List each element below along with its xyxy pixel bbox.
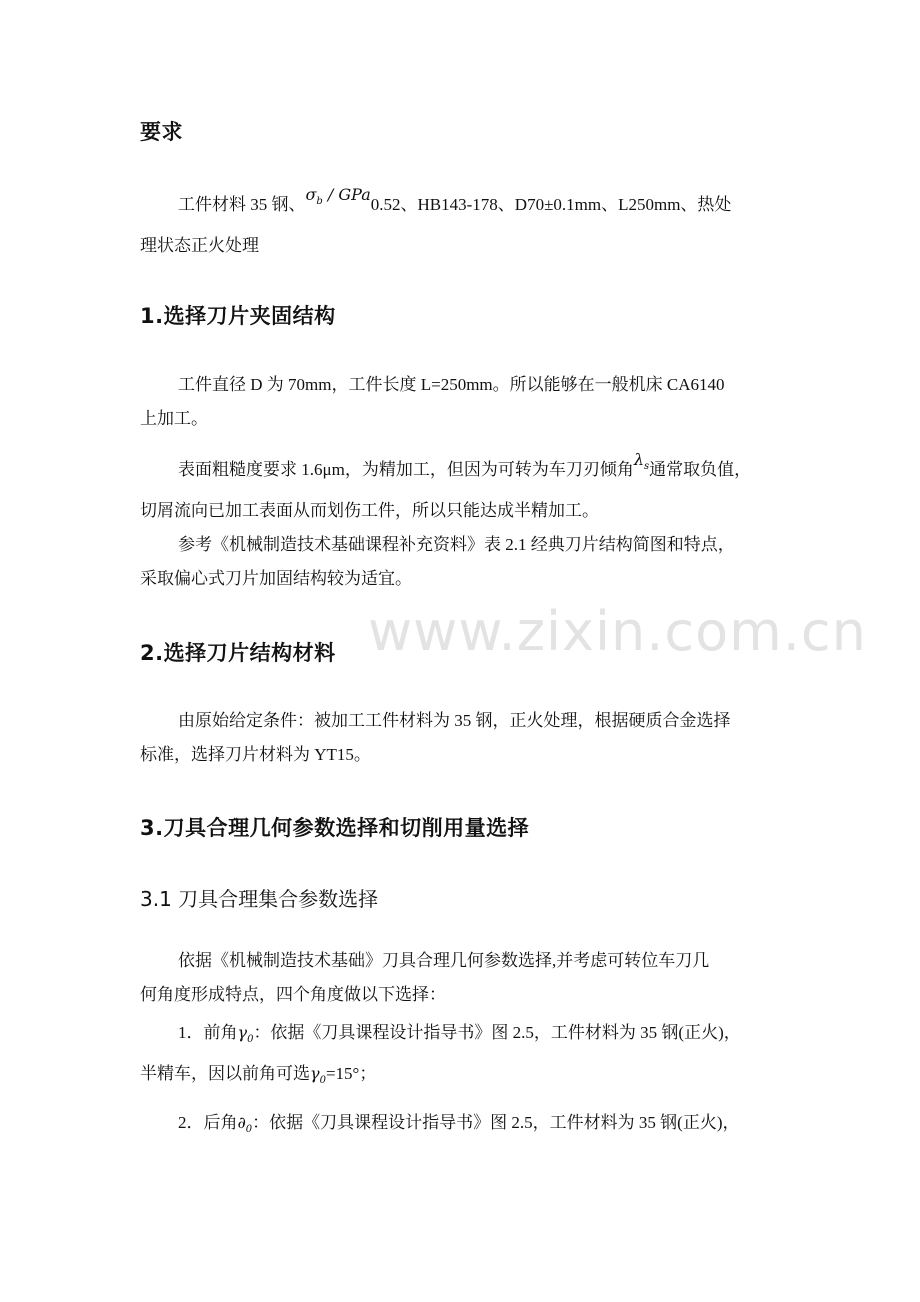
- section-1-paragraph-3: [140, 528, 785, 596]
- lambda-s-symbol: $\lambda_s$: [633, 450, 650, 472]
- watermark: www.zixin.com.cn: [368, 600, 867, 663]
- s1p2-line-1: 表面粗糙度要求 1.6μm，为精加工，但因为可转为车刀刃倾角$\lambda_s$通常取负值，: [178, 450, 752, 479]
- gamma-0-symbol-2: $\gamma_0$: [310, 1064, 326, 1086]
- heading-section-3: 3.刀具合理几何参数选择和切削用量选择: [140, 816, 530, 840]
- requirements-line-1: 工件材料 35 钢、$\sigma_b / GPa0.52$、HB143-178、D70±0.1mm、L250mm、热处: [178, 185, 732, 214]
- heading-section-3-1: 3.1 刀具合理集合参数选择: [140, 887, 379, 911]
- item-1-line-2: 半精车，因以前角可选$\gamma_0=15^\circ$；: [140, 1064, 377, 1086]
- item-1-rake-angle: [140, 1016, 785, 1098]
- heading-requirements: 要求: [140, 120, 183, 144]
- s1p2-line-2: 切屑流向已加工表面从而划伤工件，所以只能达成半精加工。: [140, 501, 599, 520]
- section-1-paragraph-1: [140, 368, 785, 436]
- requirements-line-2: 理状态正火处理: [140, 236, 259, 255]
- section-3-1-intro: [140, 944, 785, 1012]
- s1p1-line-2: 上加工。: [140, 409, 208, 428]
- s31-intro-line-2: 何角度形成特点，四个角度做以下选择：: [140, 985, 446, 1004]
- s1p3-line-2: 采取偏心式刀片加固结构较为适宜。: [140, 569, 412, 588]
- sigma-b-symbol: $\sigma_b$ / GPa: [305, 185, 371, 207]
- heading-section-2: 2.选择刀片结构材料: [140, 641, 336, 665]
- s1p3-line-1: 参考《机械制造技术基础课程补充资料》表 2.1 经典刀片结构简图和特点，: [178, 535, 735, 554]
- item-2-clearance-angle: [140, 1106, 785, 1147]
- section-2-paragraph: [140, 704, 785, 772]
- s2p1-line-1: 由原始给定条件：被加工工件材料为 35 钢，正火处理，根据硬质合金选择: [178, 711, 731, 730]
- item-2-line-1: 2．后角$\partial_0$：依据《刀具课程设计指导书》图 2.5，工件材料为 35 钢(正火)，: [178, 1113, 740, 1135]
- item-1-line-1: 1．前角$\gamma_0$：依据《刀具课程设计指导书》图 2.5，工件材料为 35 钢(正火)，: [178, 1023, 741, 1045]
- s31-intro-line-1: 依据《机械制造技术基础》刀具合理几何参数选择,并考虑可转位车刀几: [178, 951, 710, 970]
- s2p1-line-2: 标准，选择刀片材料为 YT15。: [140, 745, 371, 764]
- s1p1-line-1: 工件直径 D 为 70mm，工件长度 L=250mm。所以能够在一般机床 CA6140: [178, 375, 725, 394]
- heading-section-1: 1.选择刀片夹固结构: [140, 304, 336, 328]
- gamma-0-symbol: $\gamma_0$: [237, 1023, 254, 1045]
- alpha-0-symbol: $\partial_0$: [237, 1113, 253, 1135]
- section-1-paragraph-2: [140, 450, 785, 528]
- requirements-paragraph: [140, 185, 785, 263]
